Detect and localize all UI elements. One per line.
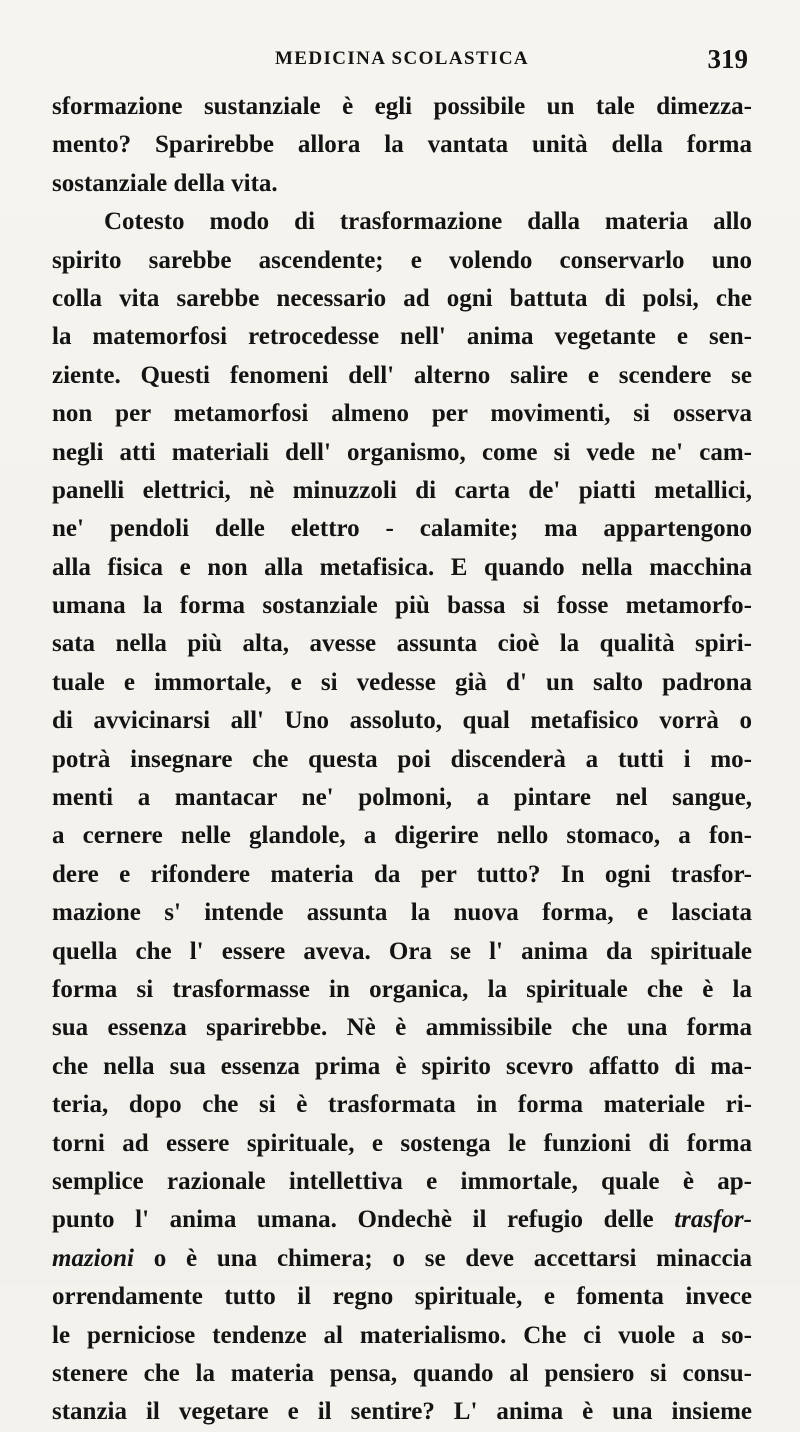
text-line-rest: o è una chimera; o se deve accettarsi minaccia [133, 1244, 752, 1272]
text-line: le perniciose tendenze al materialismo. Che ci vuole a so- [52, 1321, 752, 1349]
text-line: menti a mantacar ne' polmoni, a pintare nel sangue, [52, 784, 752, 812]
text-line: la matemorfosi retrocedesse nell' anima vegetante e sen- [52, 323, 752, 351]
text-line-start: punto l' anima umana. Ondechè il refugio delle [52, 1206, 654, 1234]
text-line: quella che l' essere aveva. Ora se l' anima da spirituale [52, 937, 752, 965]
text-line [52, 1240, 752, 1278]
text-line: spirito sarebbe ascendente; e volendo conservarlo uno [52, 246, 752, 274]
text-line: panelli elettrici, nè minuzzoli di carta de' piatti metallici, [52, 476, 752, 504]
text-line: torni ad essere spirituale, e sostenga le funzioni di forma [52, 1129, 752, 1157]
running-head [52, 44, 752, 78]
text-line: non per metamorfosi almeno per movimenti, si osserva [52, 400, 752, 428]
text-line: umana la forma sostanziale più bassa si fosse metamorfo- [52, 592, 752, 620]
text-line: sua essenza sparirebbe. Nè è ammissibile che una forma [52, 1014, 752, 1042]
text-line: teria, dopo che si è trasformata in forma materiale ri- [52, 1091, 752, 1119]
paragraph-start-line: Cotesto modo di trasformazione dalla materia allo [104, 208, 752, 236]
text-line: colla vita sarebbe necessario ad ogni battuta di polsi, che [52, 284, 752, 312]
text-line: mento? Sparirebbe allora la vantata unità della forma [52, 131, 752, 159]
text-line: negli atti materiali dell' organismo, come si vede ne' cam- [52, 438, 752, 466]
text-line: stenere che la materia pensa, quando al pensiero si consu- [52, 1359, 752, 1387]
text-line: alla fisica e non alla metafisica. E quando nella macchina [52, 553, 752, 581]
text-line: potrà insegnare che questa poi discenderà a tutti i mo- [52, 745, 752, 773]
text-line: tuale e immortale, e si vedesse già d' un salto padrona [52, 668, 752, 696]
text-line: semplice razionale intellettiva e immortale, quale è ap- [52, 1167, 752, 1195]
text-line: sformazione sustanziale è egli possibile un tale dimezza- [52, 93, 752, 120]
text-line: forma si trasformasse in organica, la spirituale che è la [52, 975, 752, 1003]
text-line: dere e rifondere materia da per tutto? In ogni trasfor- [52, 860, 752, 888]
text-line: sostanziale della vita. [52, 169, 278, 197]
text-line: orrendamente tutto il regno spirituale, e fomenta invece [52, 1283, 752, 1311]
text-line: mazione s' intende assunta la nuova forma, e lasciata [52, 899, 752, 927]
body-text [52, 88, 752, 1432]
page-number: 319 [707, 44, 748, 74]
text-line: stanzia il vegetare e il sentire? L' anima è una insieme [52, 1398, 752, 1426]
italic-word-trasformazioni-part1: trasfor- [674, 1206, 752, 1234]
text-line: ziente. Questi fenomeni dell' alterno salire e scendere se [52, 361, 752, 389]
running-title: MEDICINA SCOLASTICA [274, 48, 530, 69]
text-line: ne' pendoli delle elettro - calamite; ma appartengono [52, 515, 752, 543]
text-line: a cernere nelle glandole, a digerire nello stomaco, a fon- [52, 822, 752, 850]
italic-word-trasformazioni-part2: mazioni [52, 1244, 134, 1272]
text-line [52, 1201, 752, 1239]
text-line: che nella sua essenza prima è spirito scevro affatto di ma- [52, 1052, 752, 1080]
text-line: di avvicinarsi all' Uno assoluto, qual metafisico vorrà o [52, 707, 752, 735]
text-line: sata nella più alta, avesse assunta cioè la qualità spiri- [52, 630, 752, 658]
